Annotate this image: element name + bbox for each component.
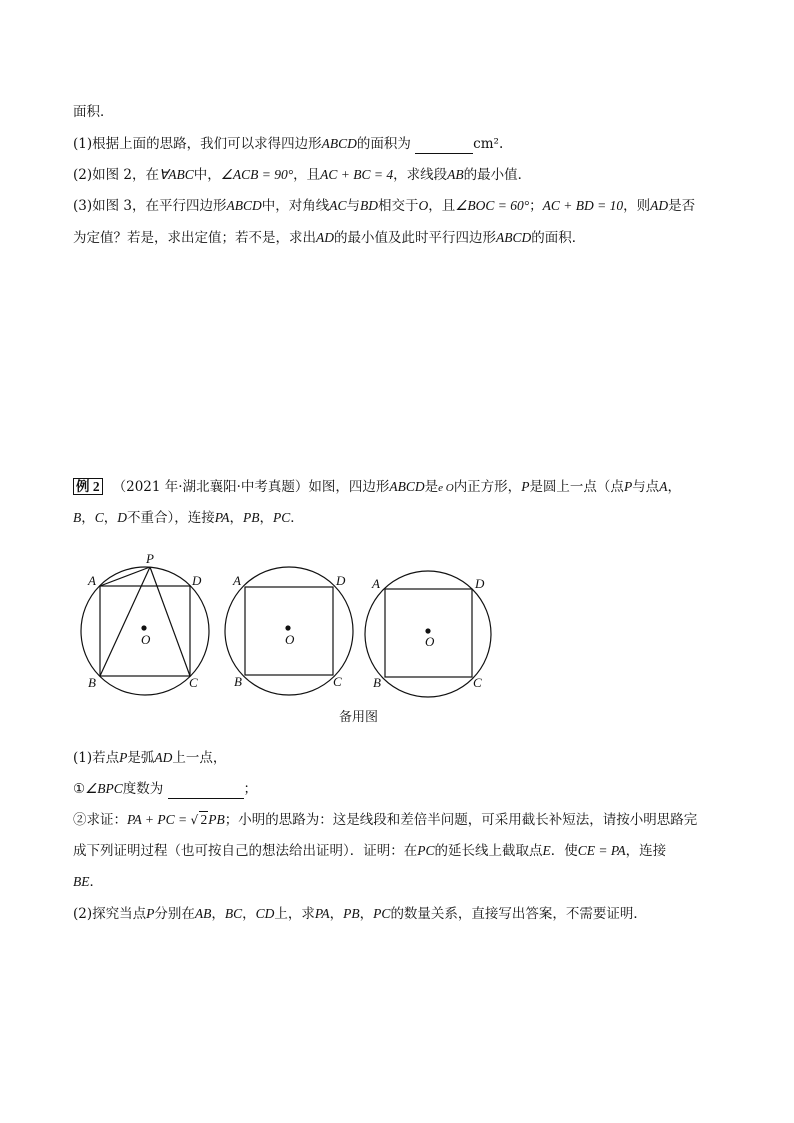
answer-blank[interactable] [415,135,473,154]
text-line: B，C，D不重合），连接PA，PB，PC． [73,510,304,526]
text-line: 为定值？若是，求出定值；若不是，求出AD的最小值及此时平行四边形ABCD的面积． [73,230,586,246]
sqrt-2: √ 2 [190,812,208,827]
figure-1 [81,551,209,695]
label-a: A [88,573,96,588]
center-dot [142,626,146,630]
label-d: D [475,576,485,591]
square [245,587,333,675]
label-b: B [373,675,381,690]
question-2: (2)探究当点P分别在AB，BC，CD上，求PA，PB，PC的数量关系，直接写出答案，不需要证明． [73,906,647,922]
question-1: (1)若点P是弧AD上一点， [73,750,227,766]
question-part-2: (2)如图 2，在∀ABC中，∠ACB = 90°，且AC + BC = 4，求线段AB的最小值． [73,167,532,183]
label-b: B [234,674,242,689]
label-o: O [425,634,435,649]
figure-caption: 备用图 [339,710,379,725]
question-1-2: ②求证：PA + PC = √ 2PB；小明的思路为：这是线段和差倍半问题，可采用截长补短法，请按小明思路完 [73,812,698,828]
question-part-3: (3)如图 3，在平行四边形ABCD中，对角线AC与BD相交于O，且∠BOC = 60°；AC + BD = 10，则AD是否 [73,198,696,214]
center-dot [426,629,430,633]
answer-blank[interactable] [168,780,244,799]
label-c: C [473,675,482,690]
label-c: C [333,674,342,689]
label-a: A [372,576,380,591]
question-1-1: ①∠BPC度数为 ； [73,781,258,797]
label-o: O [141,632,151,647]
geometry-figures [0,548,794,708]
example-tag: 例 2 [73,478,103,495]
label-b: B [88,675,96,690]
figure-2 [225,567,353,695]
example-header: 例 2 （2021 年·湖北襄阳·中考真题）如图，四边形ABCD是e O内正方形，P是圆上一点（点P与点A， [73,478,681,497]
figure-3 [365,571,491,697]
text-line: 面积． [73,104,114,120]
square [100,586,190,676]
question-part-1: (1)根据上面的思路，我们可以求得四边形ABCD的面积为 cm². [73,136,504,152]
text-line: BE． [73,874,103,890]
label-d: D [192,573,202,588]
label-o: O [285,632,295,647]
center-dot [286,626,290,630]
label-a: A [233,573,241,588]
text-line: 成下列证明过程（也可按自己的想法给出证明）．证明：在PC的延长线上截取点E．使CE = PA，连接 [73,843,667,859]
label-p: P [146,551,154,566]
label-d: D [336,573,346,588]
label-c: C [189,675,198,690]
segment-pc [150,567,190,676]
